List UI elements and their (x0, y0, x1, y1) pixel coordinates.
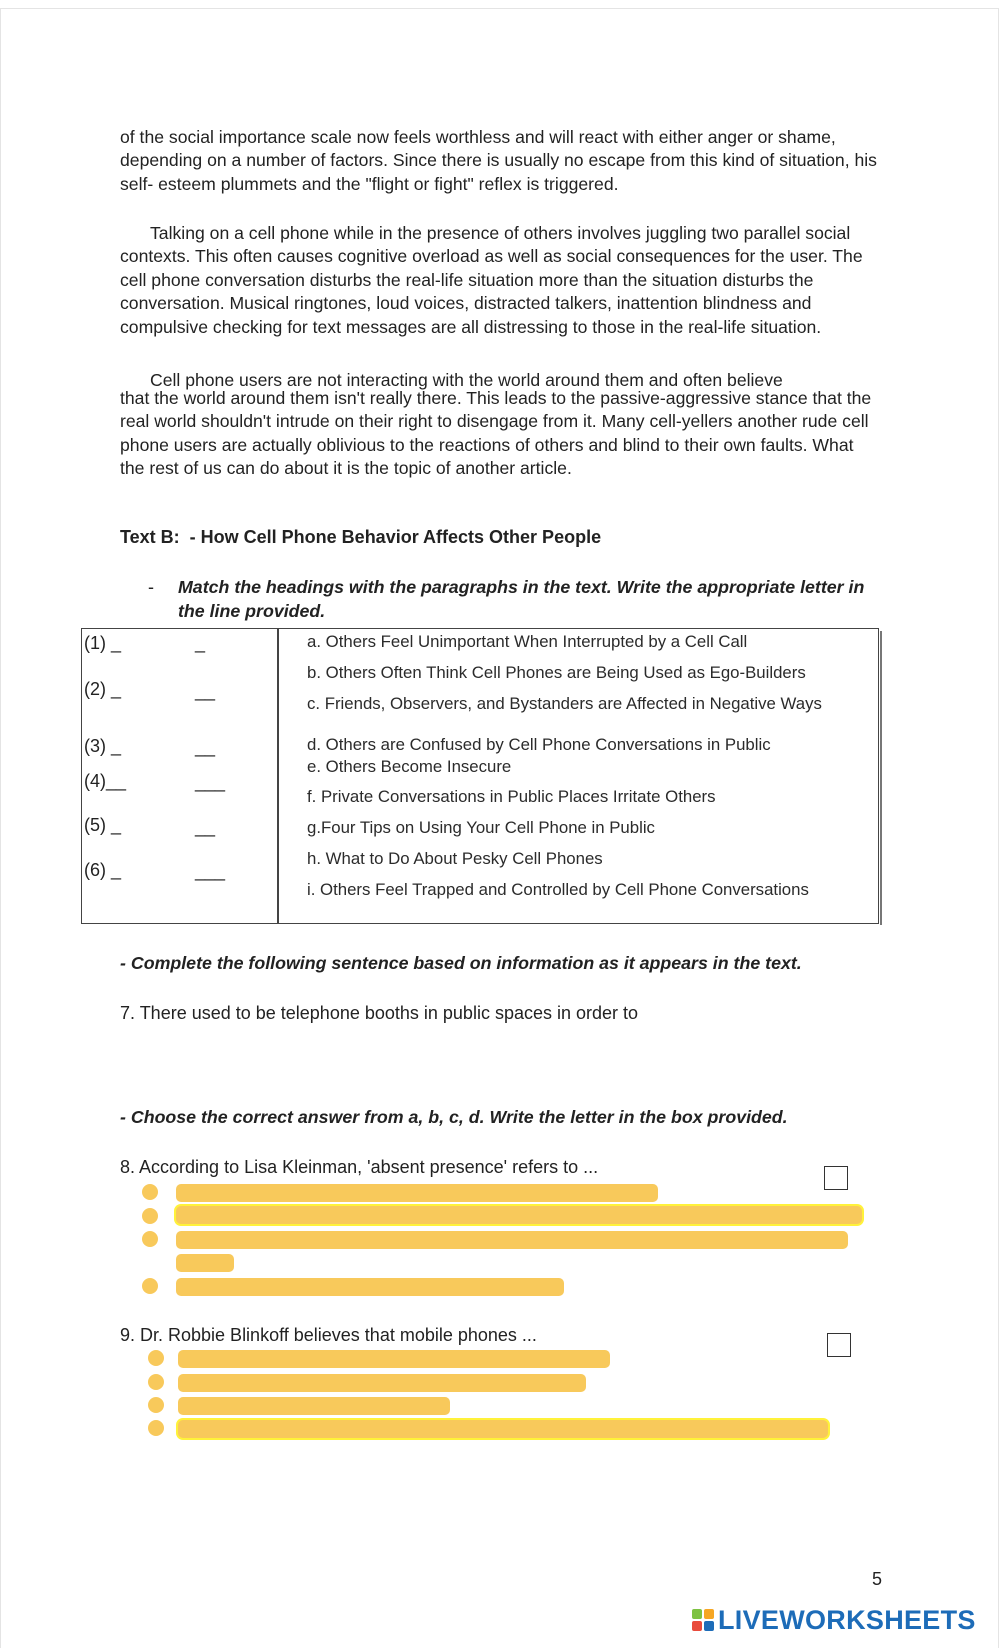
match-answer-blank-5[interactable]: __ (195, 817, 216, 837)
match-answer-blank-6[interactable]: ___ (195, 861, 226, 881)
answer-box-9[interactable] (827, 1333, 851, 1357)
option-8b-marker[interactable] (142, 1208, 158, 1224)
option-9b-marker[interactable] (148, 1374, 164, 1390)
liveworksheets-brand (692, 1605, 976, 1636)
page-left-border (0, 8, 1, 1648)
match-number-5: (5) _ (84, 815, 122, 835)
question-9: 9. Dr. Robbie Blinkoff believes that mobile phones ... (120, 1325, 537, 1345)
matching-table (81, 628, 879, 924)
match-instruction-dash: - (148, 577, 154, 597)
option-8c-marker[interactable] (142, 1231, 158, 1247)
match-number-2: (2) _ (84, 679, 122, 699)
heading-option-i: i. Others Feel Trapped and Controlled by Cell Phone Conversations (307, 880, 809, 899)
heading-option-d: d. Others are Confused by Cell Phone Conversations in Public (307, 735, 771, 754)
option-8d-highlight[interactable] (176, 1278, 564, 1296)
paragraph-2-text: Talking on a cell phone while in the presence of others involves juggling two parallel social contexts. This often causes cognitive overload as well as social consequences for the user. The cell phone conversation disturbs the real-life situation more than the situation disturbs the conversation. Musical ringtones, loud voices, distracted talkers, inattention blindness and compulsive checking for text messages are all distressing to those in the real-life situation. (120, 223, 863, 337)
paragraph-3: that the world around them isn't really there. This leads to the passive-aggressive stance that the real world shouldn't intrude on their right to disengage from it. Many cell-yellers another rude cell phone users are actually oblivious to the reactions of others and blind to their own faults. What the rest of us can do about it is the topic of another article. (120, 388, 872, 479)
paragraph-2 (120, 222, 880, 339)
option-9c-highlight[interactable] (178, 1397, 450, 1415)
liveworksheets-wordmark: LIVEWORKSHEETS (718, 1605, 976, 1635)
complete-instruction: - Complete the following sentence based on information as it appears in the text. (120, 953, 802, 973)
match-number-3: (3) _ (84, 736, 122, 756)
question-8: 8. According to Lisa Kleinman, 'absent presence' refers to ... (120, 1157, 599, 1177)
paragraph-1: of the social importance scale now feels worthless and will react with either anger or shame, depending on a number of factors. Since there is usually no escape from this kind of situation, his self- esteem plummets and the "flight or fight" reflex is triggered. (120, 127, 877, 194)
match-answer-blank-1[interactable]: _ (195, 633, 206, 653)
option-8d-marker[interactable] (142, 1278, 158, 1294)
match-answer-blank-2[interactable]: __ (195, 681, 216, 701)
option-9b-highlight[interactable] (178, 1374, 586, 1392)
table-shadow (880, 631, 882, 925)
heading-option-h: h. What to Do About Pesky Cell Phones (307, 849, 603, 868)
heading-option-a: a. Others Feel Unimportant When Interrupted by a Cell Call (307, 632, 748, 651)
heading-option-g: g.Four Tips on Using Your Cell Phone in Public (307, 818, 655, 837)
liveworksheets-logo-icon (692, 1609, 716, 1633)
option-9c-marker[interactable] (148, 1397, 164, 1413)
option-8b-highlight[interactable] (176, 1206, 862, 1224)
option-8a-highlight[interactable] (176, 1184, 658, 1202)
option-8a-marker[interactable] (142, 1184, 158, 1200)
page-number: 5 (872, 1569, 883, 1589)
answer-box-8[interactable] (824, 1166, 848, 1190)
heading-option-e: e. Others Become Insecure (307, 757, 512, 776)
option-9a-highlight[interactable] (178, 1350, 610, 1368)
heading-option-b: b. Others Often Think Cell Phones are Being Used as Ego-Builders (307, 663, 806, 682)
table-divider (277, 629, 279, 923)
match-answer-blank-3[interactable]: __ (195, 737, 216, 757)
text-b-title: - How Cell Phone Behavior Affects Other People (189, 527, 602, 547)
match-number-6: (6) _ (84, 860, 122, 880)
text-b-heading (120, 527, 601, 548)
sentence-7: 7. There used to be telephone booths in public spaces in order to (120, 1003, 639, 1023)
option-9d-highlight[interactable] (178, 1420, 828, 1438)
option-8c-highlight-continued[interactable] (176, 1254, 234, 1272)
match-number-4: (4)__ (84, 771, 127, 791)
text-b-label: Text B: (120, 527, 180, 547)
match-instruction: Match the headings with the paragraphs in the text. Write the appropriate letter in the line provided. (178, 577, 865, 621)
option-8c-highlight[interactable] (176, 1231, 848, 1249)
match-answer-blank-4[interactable]: ___ (195, 772, 226, 792)
option-9a-marker[interactable] (148, 1350, 164, 1366)
choose-instruction: - Choose the correct answer from a, b, c, d. Write the letter in the box provided. (120, 1107, 788, 1127)
paragraph-3-first-text: Cell phone users are not interacting with the world around them and often believe (150, 370, 783, 390)
option-9d-marker[interactable] (148, 1420, 164, 1436)
page-top-border (0, 8, 999, 9)
match-number-1: (1) _ (84, 633, 122, 653)
heading-option-c: c. Friends, Observers, and Bystanders are Affected in Negative Ways (307, 694, 822, 713)
heading-option-f: f. Private Conversations in Public Places Irritate Others (307, 787, 716, 806)
